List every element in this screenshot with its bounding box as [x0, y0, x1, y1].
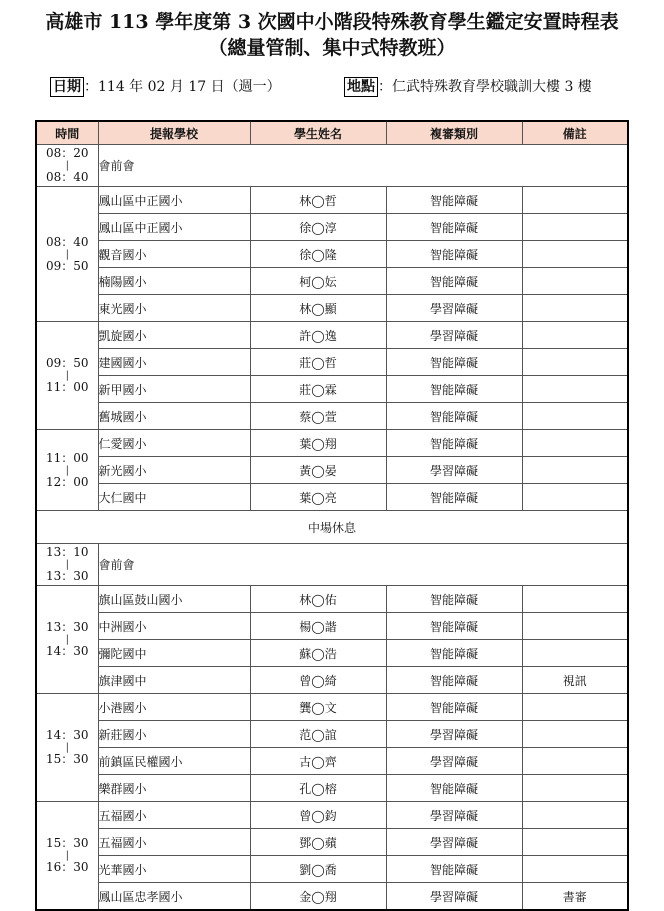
school-cell: 東光國小: [98, 295, 250, 322]
time-separator: |: [65, 370, 69, 381]
category-cell: 學習障礙: [386, 295, 522, 322]
category-cell: 智能障礙: [386, 376, 522, 403]
table-row: [36, 349, 628, 376]
column-header-time: 時間: [36, 121, 98, 145]
student-name-cell: 金◯翔: [250, 883, 386, 911]
time-end: 16：30: [45, 860, 89, 874]
note-cell: [522, 721, 628, 748]
table-row: [36, 856, 628, 883]
time-end: 12：00: [45, 474, 89, 489]
student-name-cell: 蔡◯萱: [250, 403, 386, 430]
school-cell: 新甲國小: [98, 376, 250, 403]
time-start: 13：30: [45, 620, 89, 634]
student-name-cell: 林◯哲: [250, 187, 386, 214]
school-cell: 建國國小: [98, 349, 250, 376]
school-cell: 樂群國小: [98, 775, 250, 802]
time-start: 15：30: [45, 836, 89, 850]
table-row: [36, 883, 628, 911]
table-row: [36, 457, 628, 484]
note-cell: [522, 802, 628, 829]
student-name-cell: 葉◯亮: [250, 484, 386, 511]
location-label: 地點: [344, 77, 378, 97]
student-name-cell: 許◯逸: [250, 322, 386, 349]
event-row: [36, 145, 628, 187]
student-name-cell: 莊◯霖: [250, 376, 386, 403]
category-cell: 智能障礙: [386, 241, 522, 268]
date-value: ：114 年 02 月 17 日（週一）: [84, 79, 281, 95]
table-header-row: [36, 121, 628, 145]
student-name-cell: 曾◯綺: [250, 667, 386, 694]
column-header-note: 備註: [522, 121, 628, 145]
school-cell: 前鎮區民權國小: [98, 748, 250, 775]
time-start: 14：30: [45, 728, 89, 742]
event-label: 會前會: [98, 544, 628, 586]
student-name-cell: 徐◯淳: [250, 214, 386, 241]
table-row: [36, 187, 628, 214]
time-separator: |: [65, 742, 69, 753]
table-row: [36, 430, 628, 457]
note-cell: 視訊: [522, 667, 628, 694]
time-start: 08：20: [45, 146, 89, 160]
time-end: 13：30: [45, 569, 89, 583]
time-separator: |: [65, 464, 69, 476]
category-cell: 智能障礙: [386, 694, 522, 721]
table-row: [36, 640, 628, 667]
note-cell: [522, 187, 628, 214]
category-cell: 學習障礙: [386, 322, 522, 349]
category-cell: 智能障礙: [386, 268, 522, 295]
category-cell: 智能障礙: [386, 484, 522, 511]
student-name-cell: 鄧◯蘋: [250, 829, 386, 856]
time-slot: [36, 322, 98, 430]
table-row: [36, 214, 628, 241]
note-cell: [522, 829, 628, 856]
category-cell: 智能障礙: [386, 775, 522, 802]
student-name-cell: 劉◯喬: [250, 856, 386, 883]
category-cell: 智能障礙: [386, 403, 522, 430]
school-cell: 鳳山區忠孝國小: [98, 883, 250, 911]
table-row: [36, 613, 628, 640]
table-row: [36, 775, 628, 802]
school-cell: 楠陽國小: [98, 268, 250, 295]
note-cell: [522, 694, 628, 721]
break-row: [36, 511, 628, 544]
time-slot: [36, 586, 98, 694]
time-slot: [36, 802, 98, 911]
student-name-cell: 柯◯妘: [250, 268, 386, 295]
note-cell: [522, 214, 628, 241]
category-cell: 智能障礙: [386, 349, 522, 376]
student-name-cell: 曾◯鈞: [250, 802, 386, 829]
column-header-student-name: 學生姓名: [250, 121, 386, 145]
column-header-review-category: 複審類別: [386, 121, 522, 145]
table-row: [36, 403, 628, 430]
time-end: 09：50: [45, 258, 89, 273]
time-end: 08：40: [45, 170, 89, 184]
note-cell: [522, 349, 628, 376]
time-slot: [36, 544, 98, 586]
time-slot: [36, 187, 98, 322]
student-name-cell: 蘇◯浩: [250, 640, 386, 667]
category-cell: 智能障礙: [386, 613, 522, 640]
document-subtitle: （總量管制、集中式特教班）: [208, 37, 456, 59]
category-cell: 學習障礙: [386, 802, 522, 829]
student-name-cell: 林◯顯: [250, 295, 386, 322]
student-name-cell: 古◯齊: [250, 748, 386, 775]
school-cell: 仁愛國小: [98, 430, 250, 457]
student-name-cell: 林◯佑: [250, 586, 386, 613]
location-info: [344, 76, 592, 98]
schedule-body: [36, 145, 628, 911]
category-cell: 智能障礙: [386, 640, 522, 667]
table-row: [36, 295, 628, 322]
school-cell: 旗津國中: [98, 667, 250, 694]
school-cell: 五福國小: [98, 802, 250, 829]
note-cell: [522, 403, 628, 430]
category-cell: 智能障礙: [386, 667, 522, 694]
table-row: [36, 268, 628, 295]
time-start: 11：00: [45, 450, 89, 465]
student-name-cell: 莊◯哲: [250, 349, 386, 376]
category-cell: 學習障礙: [386, 721, 522, 748]
note-cell: [522, 775, 628, 802]
table-row: [36, 586, 628, 613]
category-cell: 智能障礙: [386, 856, 522, 883]
student-name-cell: 范◯誼: [250, 721, 386, 748]
time-separator: |: [65, 850, 69, 861]
school-cell: 鳳山區中正國小: [98, 187, 250, 214]
school-cell: 凱旋國小: [98, 322, 250, 349]
table-row: [36, 829, 628, 856]
table-row: [36, 721, 628, 748]
student-name-cell: 龔◯文: [250, 694, 386, 721]
category-cell: 學習障礙: [386, 829, 522, 856]
school-cell: 彌陀國中: [98, 640, 250, 667]
time-start: 08：40: [45, 234, 89, 249]
time-start: 09：50: [45, 356, 89, 370]
event-row: [36, 544, 628, 586]
school-cell: 光華國小: [98, 856, 250, 883]
break-label: 中場休息: [36, 511, 628, 544]
table-row: [36, 241, 628, 268]
time-end: 14：30: [45, 644, 89, 658]
note-cell: [522, 586, 628, 613]
category-cell: 智能障礙: [386, 586, 522, 613]
student-name-cell: 徐◯隆: [250, 241, 386, 268]
note-cell: [522, 856, 628, 883]
school-cell: 小港國小: [98, 694, 250, 721]
note-cell: [522, 484, 628, 511]
table-row: [36, 802, 628, 829]
table-row: [36, 376, 628, 403]
time-end: 15：30: [45, 752, 89, 766]
category-cell: 智能障礙: [386, 430, 522, 457]
column-header-school: 提報學校: [98, 121, 250, 145]
time-slot: [36, 430, 98, 511]
category-cell: 學習障礙: [386, 883, 522, 911]
note-cell: [522, 241, 628, 268]
time-separator: |: [65, 160, 69, 171]
school-cell: 舊城國小: [98, 403, 250, 430]
time-separator: |: [65, 559, 69, 570]
note-cell: [522, 640, 628, 667]
school-cell: 鳳山區中正國小: [98, 214, 250, 241]
student-name-cell: 楊◯諧: [250, 613, 386, 640]
time-end: 11：00: [45, 380, 89, 394]
table-row: [36, 322, 628, 349]
note-cell: [522, 613, 628, 640]
student-name-cell: 葉◯翔: [250, 430, 386, 457]
note-cell: [522, 748, 628, 775]
location-value: ：仁武特殊教育學校職訓大樓 3 樓: [378, 79, 592, 95]
school-cell: 中洲國小: [98, 613, 250, 640]
school-cell: 五福國小: [98, 829, 250, 856]
time-separator: |: [65, 248, 69, 260]
school-cell: 大仁國中: [98, 484, 250, 511]
document-title: 高雄市 113 學年度第 3 次國中小階段特殊教育學生鑑定安置時程表: [45, 11, 619, 33]
note-cell: 書審: [522, 883, 628, 911]
student-name-cell: 孔◯榕: [250, 775, 386, 802]
table-row: [36, 748, 628, 775]
student-name-cell: 黃◯晏: [250, 457, 386, 484]
time-slot: [36, 694, 98, 802]
category-cell: 學習障礙: [386, 748, 522, 775]
category-cell: 智能障礙: [386, 187, 522, 214]
school-cell: 旗山區鼓山國小: [98, 586, 250, 613]
schedule-table: [35, 120, 629, 911]
date-label: 日期: [50, 77, 84, 97]
table-row: [36, 484, 628, 511]
school-cell: 新莊國小: [98, 721, 250, 748]
event-label: 會前會: [98, 145, 628, 187]
note-cell: [522, 376, 628, 403]
note-cell: [522, 430, 628, 457]
time-separator: |: [65, 634, 69, 645]
category-cell: 學習障礙: [386, 457, 522, 484]
category-cell: 智能障礙: [386, 214, 522, 241]
school-cell: 觀音國小: [98, 241, 250, 268]
time-start: 13：10: [45, 545, 89, 559]
note-cell: [522, 457, 628, 484]
table-row: [36, 667, 628, 694]
table-row: [36, 694, 628, 721]
note-cell: [522, 268, 628, 295]
time-slot: [36, 145, 98, 187]
date-info: [50, 76, 281, 98]
note-cell: [522, 295, 628, 322]
note-cell: [522, 322, 628, 349]
school-cell: 新光國小: [98, 457, 250, 484]
